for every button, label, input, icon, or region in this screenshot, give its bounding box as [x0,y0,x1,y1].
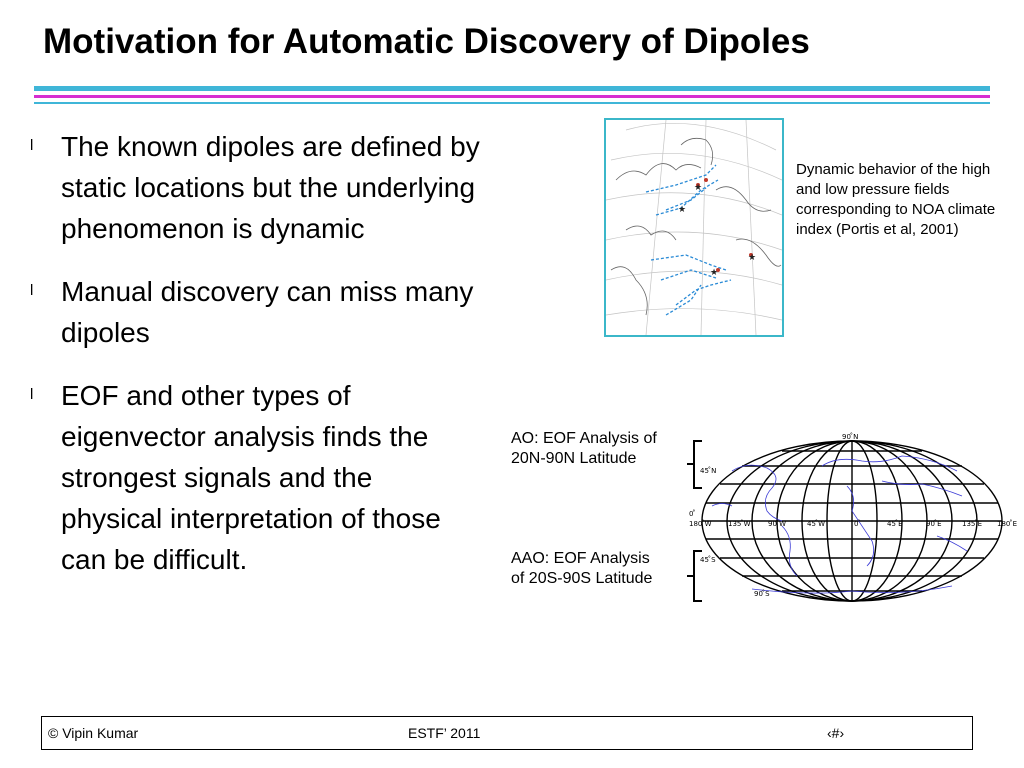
bullet-marker: l [30,137,34,154]
lon-45e-label: 45 ̊E [887,520,903,528]
lon-135w-label: 135 ̊W [728,520,751,528]
lat-45n-label: 45 ̊N [700,467,717,475]
bullet-list [30,126,480,602]
dynamic-map-caption: Dynamic behavior of the high and low pressure fields corresponding to NOA climate index (Portis et al, 2001) [796,161,996,238]
bullet-text: Manual discovery can miss many dipoles [61,276,474,348]
bullet-item [30,271,480,353]
svg-text:★: ★ [710,268,719,278]
footer-page-number: ‹#› [827,725,845,741]
footer-author: © Vipin Kumar [48,725,139,741]
ao-bracket [687,441,702,488]
lon-135e-label: 135 ̊E [962,520,983,528]
svg-text:★: ★ [678,205,687,215]
bullet-text: The known dipoles are defined by static locations but the underlying phenomenon is dynamic [61,131,480,244]
world-map-graticule [672,426,1024,606]
polar-map-image [606,120,782,335]
aao-caption: AAO: EOF Analysis of 20S-90S Latitude [511,550,653,587]
lon-180w-label: 180 ̊W [689,520,712,528]
lon-180e-label: 180 ̊E [997,520,1018,528]
svg-text:★: ★ [748,253,757,263]
lon-90w-label: 90 ̊W [768,520,787,528]
title-rule-magenta [34,95,990,98]
lat-90n-label: 90 ̊N [842,433,859,441]
bullet-text: EOF and other types of eigenvector analysis finds the strongest signals and the physical interpretation of those can be difficult. [61,380,441,575]
lat-0-label: 0 ̊ [689,510,696,518]
bullet-marker: l [30,386,34,403]
lat-45s-label: 45 ̊S [700,556,716,564]
slide-footer [41,716,973,750]
lon-90e-label: 90 ̊E [926,520,942,528]
bullet-item [30,375,480,580]
svg-text:★: ★ [694,183,703,193]
slide-title: Motivation for Automatic Discovery of Dipoles [43,22,810,61]
bullet-marker: l [30,282,34,299]
footer-event: ESTF’ 2011 [408,725,481,741]
bullet-item [30,126,480,249]
title-rule-cyan-top [34,86,990,91]
nao-dipole-trajectory-map [604,118,784,337]
ao-caption: AO: EOF Analysis of 20N-90N Latitude [511,430,657,467]
title-rule-cyan-bottom [34,102,990,104]
lon-0-label: 0 ̊ [854,520,861,528]
lat-90s-label: 90 ̊S [754,590,770,598]
lon-45w-label: 45 ̊W [807,520,826,528]
